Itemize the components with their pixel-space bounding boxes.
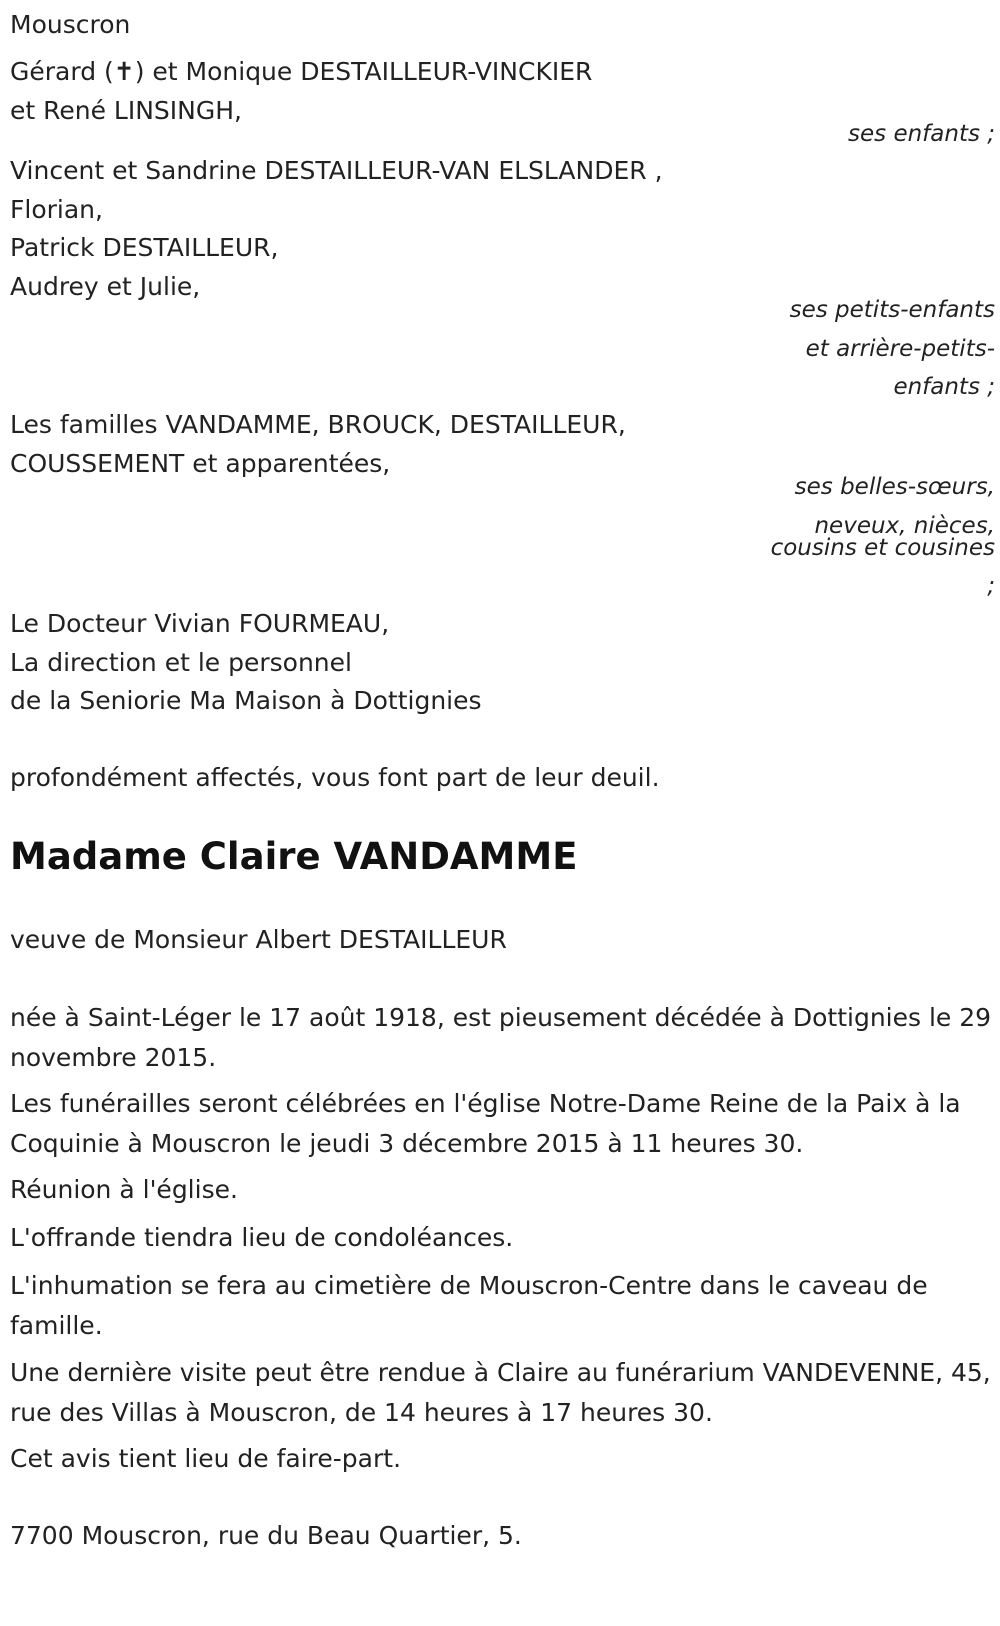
grandchildren-line-3: Patrick DESTAILLEUR, xyxy=(10,233,279,262)
burial-text: L'inhumation se fera au cimetière de Mouscron-Centre dans le caveau de famille. xyxy=(10,1271,928,1340)
visit-text: Une dernière visite peut être rendue à Claire au funérarium VANDEVENNE, 45, rue des Villas à Mouscron, de 14 heures à 17 heures 30. xyxy=(10,1358,991,1427)
grandchildren-line-4: Audrey et Julie, xyxy=(10,272,201,301)
others-line-3: de la Seniorie Ma Maison à Dottignies xyxy=(10,686,482,715)
grandchildren-line-1: Vincent et Sandrine DESTAILLEUR-VAN ELSLANDER , xyxy=(10,156,663,185)
notice-text: Cet avis tient lieu de faire-part. xyxy=(10,1444,402,1473)
address-text: 7700 Mouscron, rue du Beau Quartier, 5. xyxy=(10,1521,522,1550)
offering-text: L'offrande tiendra lieu de condoléances. xyxy=(10,1223,514,1252)
grandchildren-relation-label-3: enfants ; xyxy=(893,374,995,400)
grandchildren-relation-label-2: et arrière-petits- xyxy=(805,336,995,362)
families-relation-label-1: ses belles-sœurs, xyxy=(794,474,995,500)
others-line-1: Le Docteur Vivian FOURMEAU, xyxy=(10,609,390,638)
children-line-2: et René LINSINGH, xyxy=(10,96,242,125)
children-relation-label: ses enfants ; xyxy=(848,121,995,147)
families-relation-label-2: neveux, nièces, xyxy=(814,513,995,539)
grandchildren-relation-label-1: ses petits-enfants xyxy=(789,297,995,323)
families-line-1: Les familles VANDAMME, BROUCK, DESTAILLEUR, xyxy=(10,410,626,439)
widow-of-text: veuve de Monsieur Albert DESTAILLEUR xyxy=(10,925,507,954)
grandchildren-line-2: Florian, xyxy=(10,195,103,224)
others-line-2: La direction et le personnel xyxy=(10,648,352,677)
children-line-1: Gérard (✝) et Monique DESTAILLEUR-VINCKIER xyxy=(10,57,593,86)
families-relation-label-3: cousins et cousines xyxy=(770,535,995,561)
announcement-text: profondément affectés, vous font part de leur deuil. xyxy=(10,763,660,792)
funeral-text: Les funérailles seront célébrées en l'église Notre-Dame Reine de la Paix à la Coquinie à Mouscron le jeudi 3 décembre 2015 à 11 heures 30. xyxy=(10,1089,961,1158)
city-heading: Mouscron xyxy=(10,10,131,39)
deceased-name: Madame Claire VANDAMME xyxy=(10,835,578,878)
families-line-2: COUSSEMENT et apparentées, xyxy=(10,449,391,478)
meeting-text: Réunion à l'église. xyxy=(10,1175,238,1204)
families-relation-label-4: ; xyxy=(987,573,995,599)
birth-death-text: née à Saint-Léger le 17 août 1918, est pieusement décédée à Dottignies le 29 novembre 2015. xyxy=(10,1003,992,1072)
